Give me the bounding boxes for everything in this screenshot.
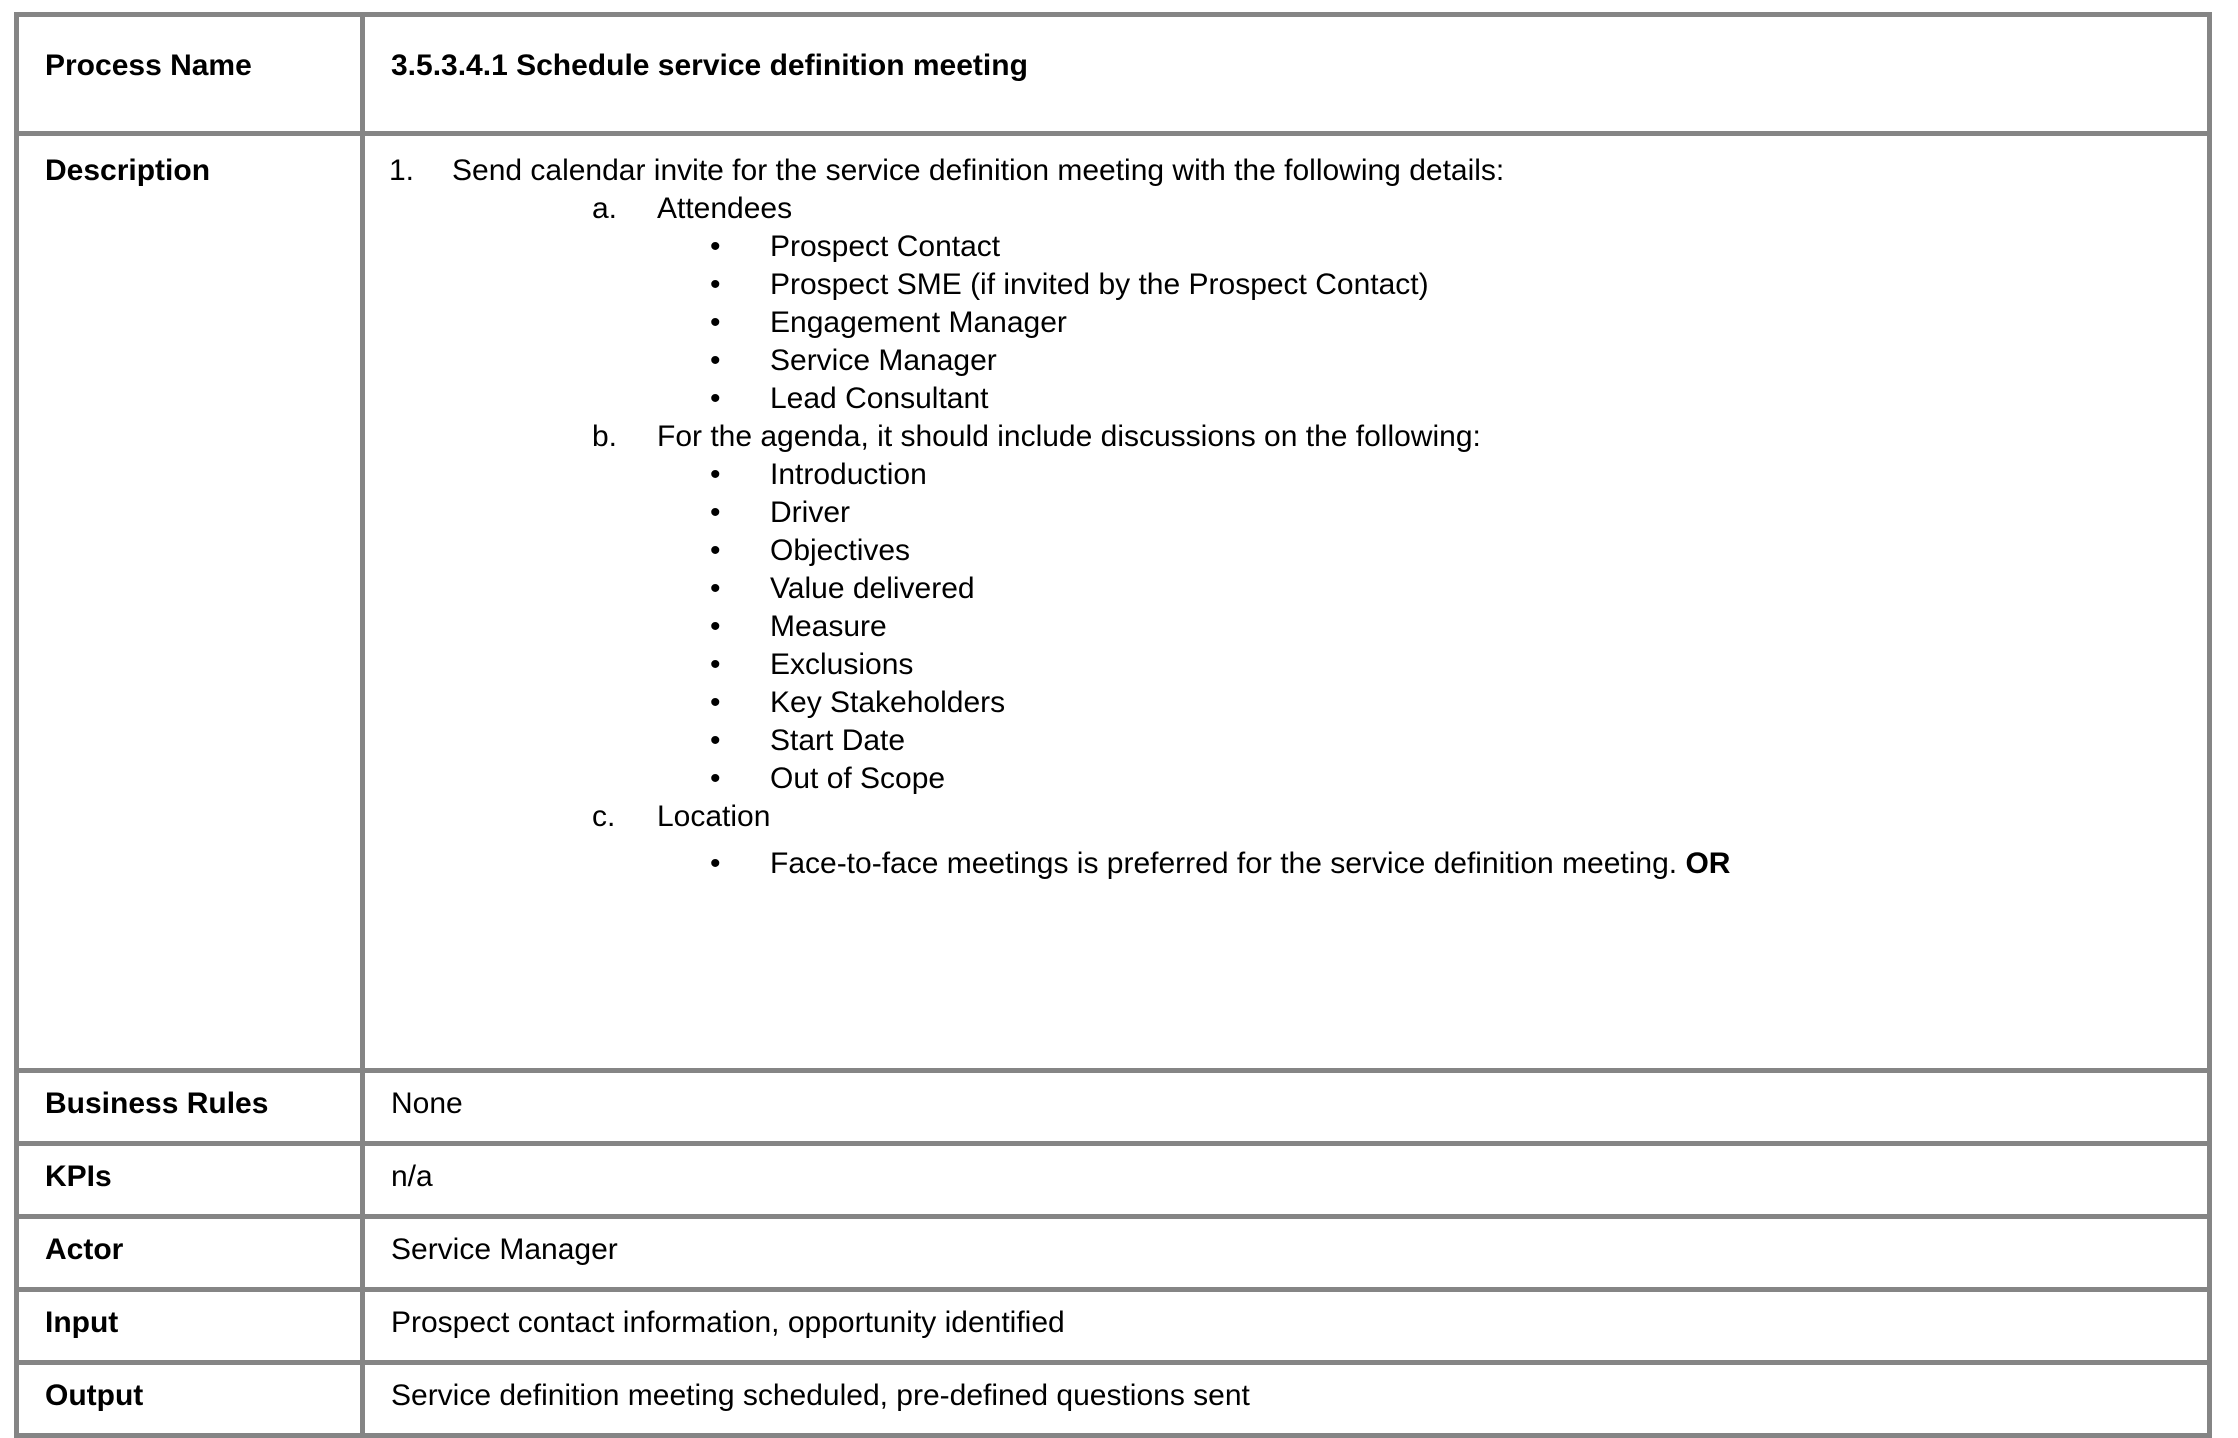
bullet-text: Prospect Contact — [770, 230, 1001, 263]
list-item — [365, 266, 2207, 304]
step-text: Send calendar invite for the service definition meeting with the following details: — [452, 154, 1505, 187]
output-label: Output — [17, 1363, 363, 1436]
bullet-text: Face-to-face meetings is preferred for the service definition meeting. — [770, 847, 1678, 880]
row-process-name — [17, 15, 2210, 134]
business-rules-value: None — [363, 1071, 2210, 1144]
description-label: Description — [17, 134, 363, 1071]
bullet-text: Driver — [770, 496, 850, 529]
actor-value: Service Manager — [363, 1217, 2210, 1290]
bullet-text: Out of Scope — [770, 762, 946, 795]
list-item — [365, 570, 2207, 608]
list-item — [365, 304, 2207, 342]
list-item — [365, 845, 2207, 883]
bullet-text: Key Stakeholders — [770, 686, 1006, 719]
subitem-text: For the agenda, it should include discussions on the following: — [657, 420, 1481, 453]
bullet-icon: • — [710, 762, 721, 795]
input-value: Prospect contact information, opportunity identified — [363, 1290, 2210, 1363]
list-item — [365, 608, 2207, 646]
kpis-label: KPIs — [17, 1144, 363, 1217]
subitem-marker: c. — [592, 800, 616, 833]
bullet-text: Value delivered — [770, 572, 975, 605]
process-name-label: Process Name — [17, 15, 363, 134]
list-item — [365, 760, 2207, 798]
kpis-value: n/a — [363, 1144, 2210, 1217]
subitem-text: Location — [657, 800, 771, 833]
list-item — [365, 684, 2207, 722]
row-input — [17, 1290, 2210, 1363]
subitem-marker: a. — [592, 192, 618, 225]
bullet-icon: • — [710, 648, 721, 681]
list-item — [365, 532, 2207, 570]
output-value: Service definition meeting scheduled, pre-defined questions sent — [363, 1363, 2210, 1436]
bullet-text: Lead Consultant — [770, 382, 989, 415]
subitem-text: Attendees — [657, 192, 793, 225]
business-rules-label: Business Rules — [17, 1071, 363, 1144]
process-name-value: 3.5.3.4.1 Schedule service definition meeting — [363, 15, 2210, 134]
step-number: 1. — [389, 154, 415, 187]
subitem-location — [365, 798, 2207, 836]
bullet-icon: • — [710, 534, 721, 567]
bullet-icon: • — [710, 268, 721, 301]
bullet-icon: • — [710, 724, 721, 757]
list-item — [365, 494, 2207, 532]
bullet-icon: • — [710, 686, 721, 719]
description-list — [365, 136, 2207, 883]
bullet-icon: • — [710, 496, 721, 529]
bullet-text: Service Manager — [770, 344, 997, 377]
bullet-text: Exclusions — [770, 648, 914, 681]
list-item — [365, 646, 2207, 684]
row-description — [17, 134, 2210, 1071]
bullet-text: Engagement Manager — [770, 306, 1067, 339]
bullet-text: Introduction — [770, 458, 927, 491]
subitem-agenda — [365, 418, 2207, 456]
subitem-marker: b. — [592, 420, 618, 453]
process-definition-table — [14, 12, 2212, 1438]
bullet-icon: • — [710, 572, 721, 605]
bullet-or-emphasis: OR — [1685, 847, 1731, 880]
actor-label: Actor — [17, 1217, 363, 1290]
bullet-icon: • — [710, 344, 721, 377]
list-item — [365, 456, 2207, 494]
list-item — [365, 342, 2207, 380]
list-item — [365, 228, 2207, 266]
bullet-text: Start Date — [770, 724, 906, 757]
bullet-text-wrapper — [770, 845, 1730, 883]
bullet-icon: • — [710, 230, 721, 263]
row-kpis — [17, 1144, 2210, 1217]
description-value — [363, 134, 2210, 1071]
bullet-icon: • — [710, 610, 721, 643]
subitem-attendees — [365, 190, 2207, 228]
input-label: Input — [17, 1290, 363, 1363]
bullet-icon: • — [710, 458, 721, 491]
step-1 — [365, 152, 2207, 190]
list-item — [365, 380, 2207, 418]
bullet-icon: • — [710, 306, 721, 339]
list-item — [365, 722, 2207, 760]
bullet-icon: • — [710, 382, 721, 415]
row-business-rules — [17, 1071, 2210, 1144]
bullet-text: Measure — [770, 610, 887, 643]
row-output — [17, 1363, 2210, 1436]
bullet-icon: • — [710, 847, 721, 880]
bullet-text: Objectives — [770, 534, 911, 567]
bullet-text: Prospect SME (if invited by the Prospect Contact) — [770, 268, 1429, 301]
row-actor — [17, 1217, 2210, 1290]
